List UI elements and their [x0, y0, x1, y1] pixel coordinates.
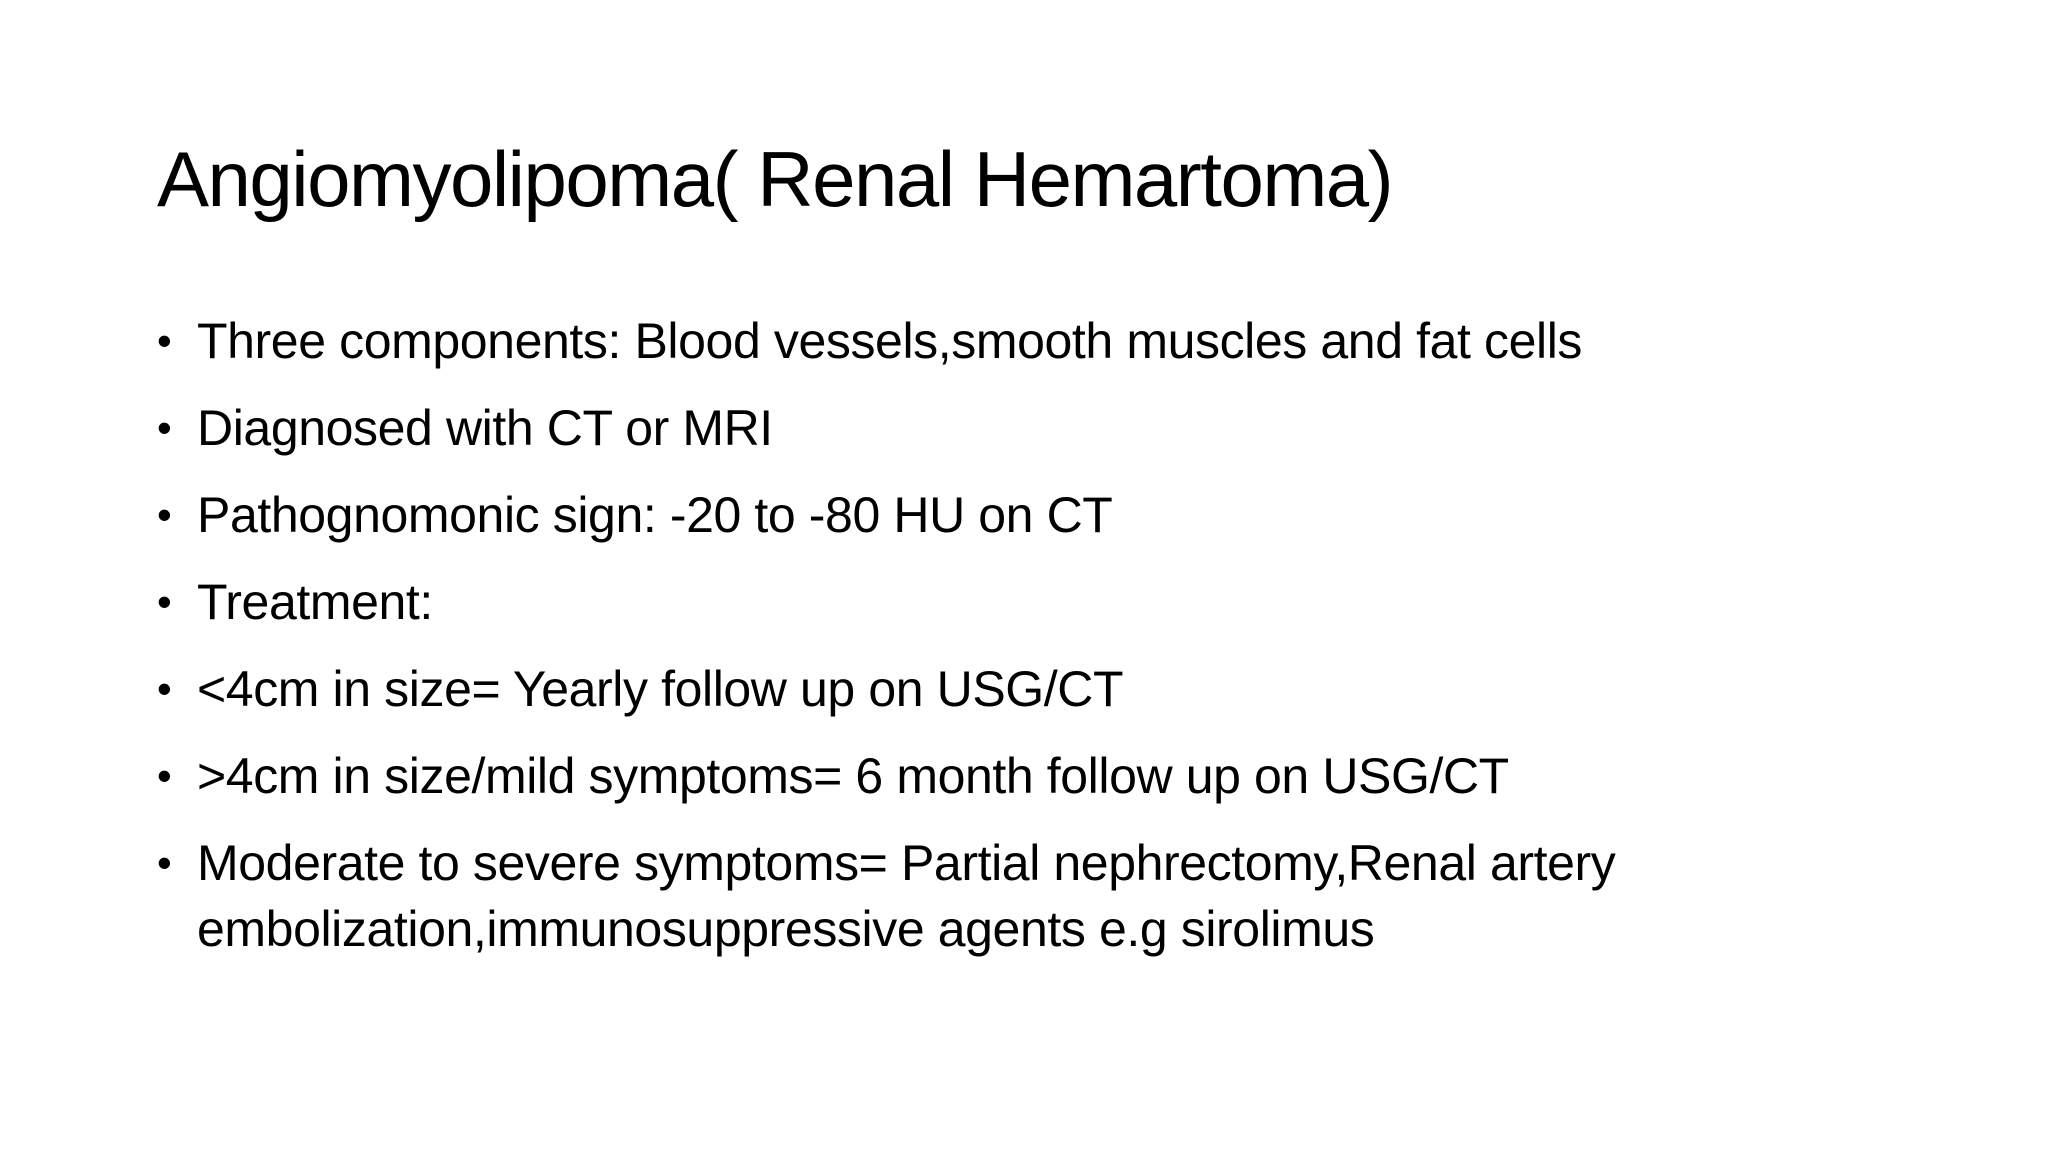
bullet-item-components: [157, 308, 1887, 374]
bullet-item-treatment: [157, 569, 1887, 635]
bullet-text: Moderate to severe symptoms= Partial nephrectomy,Renal artery embolization,immunosuppressive agents e.g sirolimus: [197, 835, 1616, 957]
bullet-text: >4cm in size/mild symptoms= 6 month follow up on USG/CT: [197, 748, 1509, 804]
bullet-point-icon: •: [157, 578, 172, 625]
bullet-text: <4cm in size= Yearly follow up on USG/CT: [197, 661, 1124, 717]
bullet-item-diagnosis: [157, 395, 1887, 461]
bullet-text: Pathognomonic sign: -20 to -80 HU on CT: [197, 487, 1113, 543]
bullet-point-icon: •: [157, 404, 172, 451]
bullet-text: Three components: Blood vessels,smooth muscles and fat cells: [197, 313, 1583, 369]
bullet-point-icon: •: [157, 317, 172, 364]
bullet-item-large-tumor: [157, 743, 1887, 809]
bullet-item-severe-symptoms: [157, 830, 1887, 962]
bullet-item-small-tumor: [157, 656, 1887, 722]
bullet-list: [157, 308, 1887, 983]
bullet-text: Diagnosed with CT or MRI: [197, 400, 773, 456]
bullet-point-icon: •: [157, 839, 172, 886]
bullet-point-icon: •: [157, 665, 172, 712]
bullet-point-icon: •: [157, 491, 172, 538]
bullet-item-pathognomonic-sign: [157, 482, 1887, 548]
slide-title: Angiomyolipoma( Renal Hemartoma): [157, 135, 1393, 223]
bullet-text: Treatment:: [197, 574, 433, 630]
bullet-point-icon: •: [157, 752, 172, 799]
